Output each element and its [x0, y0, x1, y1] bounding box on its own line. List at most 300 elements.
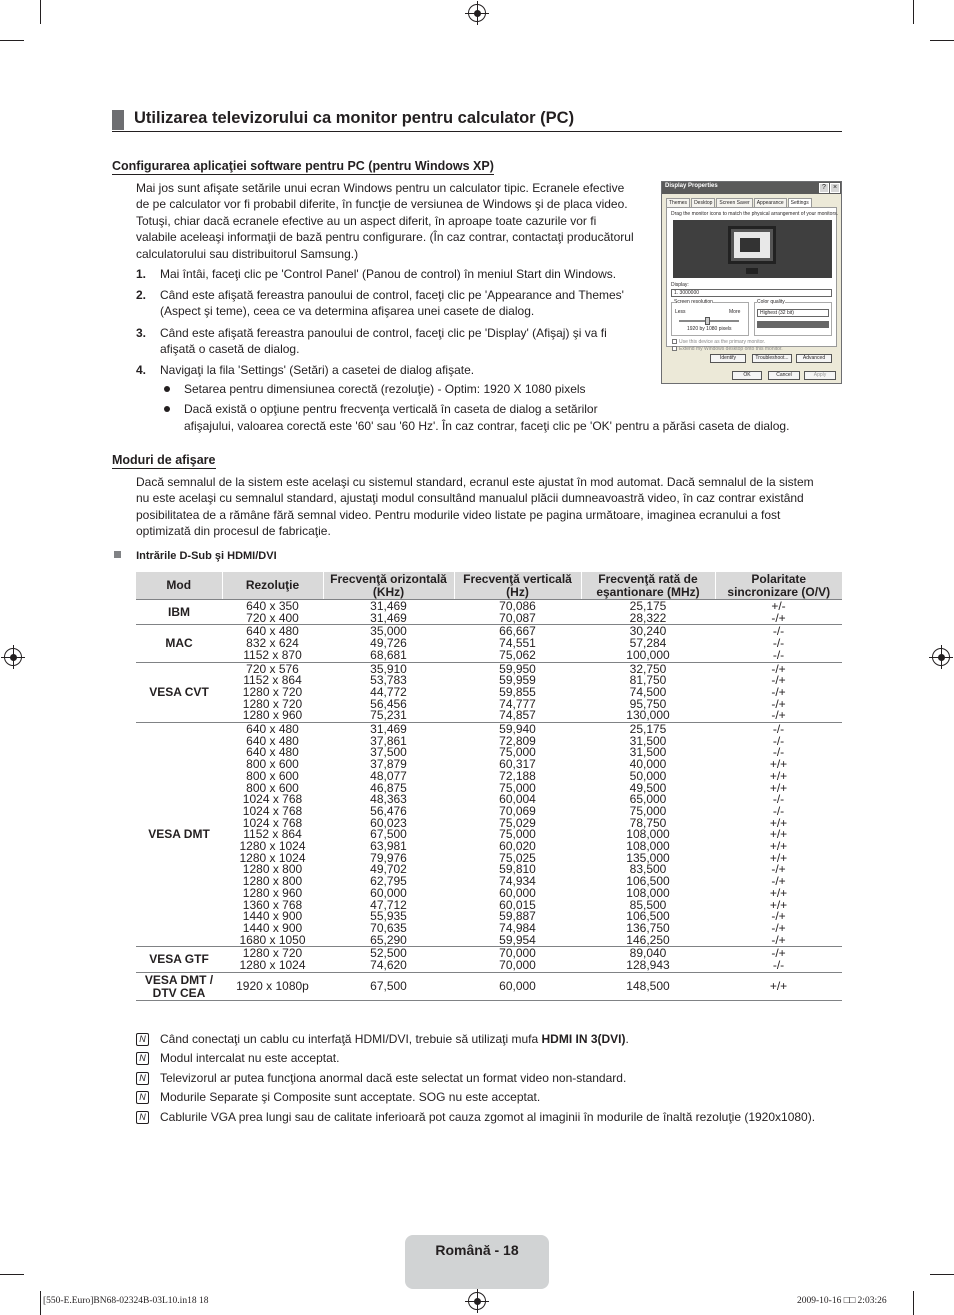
cell-value: 59,954 [499, 932, 536, 947]
col-vertical-freq [454, 723, 581, 947]
col-horizontal-freq: Frecvenţă orizontală (KHz) [323, 572, 454, 600]
cell-value: 74,777 [499, 696, 536, 711]
col-vertical-freq [454, 600, 581, 625]
mode-name: VESA DMT [136, 723, 222, 947]
col-sampling-rate [581, 723, 715, 947]
col-horizontal-freq [323, 972, 454, 1000]
cell-value: 35,000 [370, 624, 407, 639]
cell-value: 100,000 [626, 647, 670, 662]
cell-value: 800 x 600 [246, 757, 299, 772]
cell-value: 1920 x 1080p [236, 979, 309, 994]
cell-value: 1280 x 800 [242, 874, 303, 889]
step-line: Când este afişată fereastra panoului de control, faceţi clic pe 'Appearance and Themes' [160, 288, 624, 302]
cell-value: 37,500 [370, 745, 407, 760]
crop-mark [40, 1291, 41, 1315]
tab-desktop[interactable]: Desktop [691, 198, 715, 207]
cell-value: 75,000 [499, 827, 536, 842]
resolution-value: 1920 by 1080 pixels [687, 326, 732, 332]
cell-value: 1152 x 864 [243, 827, 302, 842]
tab-screen-saver[interactable]: Screen Saver [716, 198, 752, 207]
table-row [136, 662, 842, 723]
registration-mark-icon [468, 1292, 486, 1310]
col-resolution [222, 662, 323, 723]
cell-value: 67,500 [370, 827, 407, 842]
intro-line: nu este acelaşi cu semnalul standard, ajustaţi modul consultând manualul plăcii dumneavoastră video, în caz contrar existând [136, 491, 804, 506]
tab-settings[interactable]: Settings [788, 198, 812, 207]
cell-value: +/+ [769, 850, 788, 865]
col-sync-polarity [715, 972, 842, 1000]
col-sync-polarity [715, 723, 842, 947]
tab-themes[interactable]: Themes [666, 198, 690, 207]
cell-value: -/- [772, 624, 785, 639]
advanced-button[interactable]: Advanced [796, 354, 832, 363]
cell-value: 832 x 624 [246, 636, 299, 651]
monitor-arrangement[interactable] [673, 220, 832, 278]
page-number: Română - 18 [435, 1242, 519, 1258]
col-vertical-freq [454, 625, 581, 662]
cell-value: 70,000 [499, 946, 536, 961]
note-text-main: Modul intercalat nu este acceptat. [160, 1051, 340, 1065]
mode-name: VESA DMT / DTV CEA [136, 972, 222, 1000]
cell-value: 75,062 [499, 647, 536, 662]
cancel-button[interactable]: Cancel [768, 371, 800, 380]
intro-line: de pe calculator vor fi probabil diferite, în funcţie de versiunea de Windows şi de placa video. [136, 197, 628, 212]
crop-mark [0, 40, 24, 41]
tab-appearance[interactable]: Appearance [754, 198, 787, 207]
mode-name: IBM [136, 600, 222, 625]
page-title: Utilizarea televizorului ca monitor pentru calculator (PC) [134, 109, 575, 127]
col-mod: Mod [136, 572, 222, 600]
cell-value: +/+ [769, 768, 788, 783]
cell-value: 130,000 [626, 708, 670, 723]
col-vertical-freq: Frecvenţă verticală (Hz) [454, 572, 581, 600]
cell-value: 108,000 [626, 839, 670, 854]
cell-value: 59,855 [499, 684, 536, 699]
cell-value: 1280 x 1024 [239, 839, 306, 854]
bullet-text: Setarea pentru dimensiunea corectă (rezoluţie) - Optim: 1920 X 1080 pixels [184, 382, 586, 396]
step-4 [136, 362, 656, 379]
step-number: 3. [136, 326, 147, 340]
intro-line: posibilitatea de a rămâne fără semnal video. Pentru modurile video listate pe pagina următoare, imaginea ecranului a fost [136, 507, 781, 522]
intro-line: optimizată din procesul de fabricaţie. [136, 524, 331, 539]
bullet-text: Dacă există o opţiune pentru frecvenţa verticală în caseta de dialog a setărilor [184, 402, 598, 416]
cell-value: -/+ [771, 696, 786, 711]
cell-value: +/+ [769, 815, 788, 830]
cell-value: 85,500 [629, 897, 667, 912]
cell-value: 95,750 [629, 696, 667, 711]
cell-value: -/+ [771, 610, 786, 625]
cell-value: 75,231 [370, 708, 407, 723]
modes-intro [136, 474, 814, 540]
window-icon [740, 238, 760, 252]
note-text-main: Modurile Separate şi Composite sunt acceptate. SOG nu este acceptat. [160, 1090, 541, 1104]
step-1 [136, 266, 656, 283]
identify-button[interactable]: Identify [710, 354, 746, 363]
cell-value: 55,935 [370, 909, 407, 924]
cell-value: 62,795 [370, 874, 407, 889]
bullet-resolution [164, 381, 664, 398]
cell-value: -/+ [771, 874, 786, 889]
cell-value: 31,469 [370, 722, 407, 737]
intro-line: calculatorului sau distribuitorul Samsung.) [136, 246, 359, 261]
dialog-titlebar [662, 182, 841, 194]
cell-value: 640 x 350 [246, 599, 299, 613]
cell-value: -/- [772, 647, 785, 662]
mode-name: VESA CVT [136, 662, 222, 723]
col-sync-polarity [715, 662, 842, 723]
table-row [136, 947, 842, 972]
cell-value: 135,000 [626, 850, 670, 865]
cell-value: 1152 x 864 [243, 673, 302, 688]
cell-value: -/+ [771, 673, 786, 688]
cell-value: 60,317 [499, 757, 536, 772]
step-text [160, 362, 474, 378]
note-text [160, 1032, 629, 1047]
cell-value: 56,456 [370, 696, 407, 711]
cell-value: 40,000 [629, 757, 667, 772]
monitor-screen [734, 232, 770, 258]
color-bar [757, 321, 829, 328]
step-text [160, 287, 624, 320]
troubleshoot-button[interactable]: Troubleshoot... [752, 354, 792, 363]
cell-value: 78,750 [629, 815, 667, 830]
col-sync-polarity: Polaritate sincronizare (O/V) [715, 572, 842, 600]
cell-value: 1280 x 1024 [239, 958, 306, 973]
cell-value: 1280 x 800 [242, 862, 303, 877]
cell-value: 1280 x 960 [242, 885, 303, 900]
cell-value: -/- [772, 803, 785, 818]
cell-value: 49,702 [370, 862, 407, 877]
col-sampling-rate [581, 600, 715, 625]
cell-value: 46,875 [370, 780, 407, 795]
cell-value: +/+ [769, 839, 788, 854]
cell-value: 1280 x 1024 [239, 850, 306, 865]
step-2 [136, 287, 656, 321]
cell-value: 70,069 [499, 803, 536, 818]
cell-value: -/+ [771, 920, 786, 935]
note-text [160, 1051, 339, 1066]
cell-value: 1280 x 960 [242, 708, 303, 723]
cell-value: 60,004 [499, 792, 536, 807]
cell-value: 1360 x 768 [242, 897, 303, 912]
cell-value: -/- [772, 958, 785, 973]
step-text [160, 266, 616, 282]
cell-value: 640 x 480 [246, 624, 299, 639]
cell-value: 83,500 [629, 862, 667, 877]
primary-monitor-checkbox[interactable] [672, 339, 677, 344]
cell-value: 60,015 [499, 897, 536, 912]
close-icon[interactable]: × [830, 183, 840, 193]
cell-value: 59,810 [499, 862, 536, 877]
step-line: afişată o casetă de dialog. [160, 342, 300, 357]
note-text [160, 1090, 540, 1105]
cell-value: 106,500 [626, 874, 670, 889]
display-label: Display: [671, 282, 689, 288]
crop-mark [40, 0, 41, 24]
cell-value: -/+ [771, 946, 786, 961]
crop-mark [913, 0, 914, 24]
cell-value: -/- [772, 745, 785, 760]
cell-value: 128,943 [626, 958, 670, 973]
cell-value: 53,783 [370, 673, 407, 688]
cell-value: 70,000 [499, 958, 536, 973]
cell-value: 1152 x 870 [243, 647, 302, 662]
step-number: 4. [136, 363, 147, 377]
cell-value: -/+ [771, 661, 786, 676]
more-label: More [729, 309, 741, 315]
cell-value: 60,000 [499, 979, 536, 994]
cell-value: 49,726 [370, 636, 407, 651]
monitor-icon[interactable] [728, 226, 776, 264]
cell-value: 32,750 [629, 661, 667, 676]
cell-value: +/+ [769, 780, 788, 795]
crop-mark [913, 1291, 914, 1315]
cell-value: -/+ [771, 684, 786, 699]
cell-value: 89,040 [629, 946, 667, 961]
apply-button[interactable]: Apply [804, 371, 836, 380]
cell-value: 52,500 [370, 946, 407, 961]
cell-value: 1280 x 720 [242, 684, 303, 699]
cell-value: 106,500 [626, 909, 670, 924]
settings-panel [666, 207, 839, 352]
display-modes-table [136, 572, 842, 1001]
step-line: Când este afişată fereastra panoului de control, faceţi clic pe 'Display' (Afişaj) şi va fi [160, 326, 607, 340]
col-horizontal-freq [323, 662, 454, 723]
cell-value: 74,984 [499, 920, 536, 935]
cell-value: 70,635 [370, 920, 407, 935]
cell-value: 72,809 [499, 733, 536, 748]
col-sampling-rate [581, 625, 715, 662]
cell-value: 75,000 [499, 745, 536, 760]
col-resolution [222, 723, 323, 947]
col-sampling-rate [581, 662, 715, 723]
cell-value: 68,681 [370, 647, 407, 662]
cell-value: 48,363 [370, 792, 407, 807]
note-icon: N [136, 1091, 149, 1104]
cell-value: 74,934 [499, 874, 536, 889]
cell-value: 74,551 [499, 636, 536, 651]
intro-line: Totuşi, chiar dacă ecranele efective au un aspect diferit, în aproape toate cazurile vor fi [136, 213, 597, 228]
cell-value: 75,000 [629, 803, 667, 818]
crop-mark [0, 1274, 24, 1275]
cell-value: -/- [772, 722, 785, 737]
registration-mark-icon [468, 4, 486, 22]
cell-value: 75,029 [499, 815, 536, 830]
table-row [136, 723, 842, 947]
dialog-tabs [666, 198, 813, 207]
color-label: Color quality [757, 299, 785, 305]
resolution-label: Screen resolution [674, 299, 713, 305]
intro-line: Dacă semnalul de la sistem este acelaşi cu sistemul standard, ecranul este ajustat în mod automat. Dacă semnalul de la sistem [136, 475, 814, 489]
cell-value: -/+ [771, 708, 786, 723]
cell-value: 65,000 [629, 792, 667, 807]
resolution-slider-handle[interactable] [705, 317, 710, 325]
col-vertical-freq [454, 662, 581, 723]
cell-value: 148,500 [626, 979, 670, 994]
cell-value: 640 x 480 [246, 745, 299, 760]
monitor-stand-icon [746, 268, 758, 274]
registration-mark-icon [4, 648, 22, 666]
mode-name: VESA GTF [136, 947, 222, 972]
config-heading: Configurarea aplicaţiei software pentru PC (pentru Windows XP) [112, 159, 494, 173]
cell-value: 25,175 [629, 599, 667, 613]
note-text-bold: HDMI IN 3(DVI) [541, 1032, 626, 1046]
cell-value: 136,750 [626, 920, 670, 935]
cell-value: 31,469 [370, 599, 407, 613]
intro-line: valabile aceleaşi informaţii de bază pentru configurare. (În caz contrar, contactaţi producătorul [136, 230, 634, 245]
col-horizontal-freq [323, 625, 454, 662]
col-resolution: Rezoluţie [222, 572, 323, 600]
cell-value: 720 x 576 [246, 661, 299, 676]
cell-value: +/+ [769, 979, 788, 994]
cell-value: -/+ [771, 862, 786, 877]
section-header [112, 108, 842, 132]
cell-value: 70,086 [499, 599, 536, 613]
col-sampling-rate [581, 947, 715, 972]
col-resolution [222, 600, 323, 625]
step-line: Mai întâi, faceţi clic pe 'Control Panel' (Panou de control) în meniul Start din Windows. [160, 267, 617, 281]
cell-value: 108,000 [626, 827, 670, 842]
less-label: Less [675, 309, 686, 315]
cell-value: -/- [772, 792, 785, 807]
table-header-row [136, 572, 842, 600]
list-label-row [114, 550, 277, 562]
display-properties-dialog [661, 181, 842, 384]
bullet-icon [164, 406, 170, 412]
primary-monitor-label: Use this device as the primary monitor. [679, 339, 766, 345]
cell-value: 60,020 [499, 839, 536, 854]
intro-line: Mai jos sunt afişate setările unui ecran Windows pentru un calculator tipic. Ecranele efective [136, 181, 625, 195]
cell-value: 65,290 [370, 932, 407, 947]
list-label: Intrările D-Sub şi HDMI/DVI [136, 550, 277, 562]
col-sampling-rate: Frecvenţă rată de eşantionare (MHz) [581, 572, 715, 600]
cell-value: -/+ [771, 932, 786, 947]
modes-heading: Moduri de afişare [112, 453, 216, 467]
color-select[interactable]: Highest (32 bit) [757, 309, 829, 317]
step-3 [136, 325, 656, 359]
cell-value: 50,000 [629, 768, 667, 783]
cell-value: 37,861 [370, 733, 407, 748]
note-icon: N [136, 1111, 149, 1124]
cell-value: 67,500 [370, 979, 407, 994]
cell-value: 60,023 [370, 815, 407, 830]
note-text [160, 1071, 626, 1086]
col-sampling-rate [581, 972, 715, 1000]
table-row [136, 625, 842, 662]
note-text-main: Când conectaţi un cablu cu interfaţă HDMI/DVI, trebuie să utilizaţi mufa [160, 1032, 542, 1046]
cell-value: 60,000 [499, 885, 536, 900]
col-resolution [222, 947, 323, 972]
bullet-text: afişajului, valoarea corectă este '60' sau '60 Hz'. În caz contrar, faceţi clic pe 'OK' pentru a părăsi caseta de dialog. [184, 419, 790, 433]
extend-desktop-label: Extend my Windows desktop onto this monitor. [679, 346, 783, 352]
cell-value: 31,469 [370, 610, 407, 625]
col-sync-polarity [715, 625, 842, 662]
cell-value: 31,500 [629, 745, 667, 760]
cell-value: 75,025 [499, 850, 536, 865]
cell-value: 37,879 [370, 757, 407, 772]
col-horizontal-freq [323, 600, 454, 625]
cell-value: 25,175 [629, 722, 667, 737]
note-text [160, 1110, 815, 1125]
cell-value: 1280 x 720 [242, 696, 303, 711]
cell-value: 35,910 [370, 661, 407, 676]
page-number-tab [405, 1235, 549, 1289]
step-text [160, 325, 607, 358]
extend-desktop-checkbox[interactable] [672, 346, 677, 351]
cell-value: 720 x 400 [246, 610, 299, 625]
cell-value: 81,750 [629, 673, 667, 688]
table-row [136, 972, 842, 1000]
cell-value: 1440 x 900 [242, 920, 303, 935]
note-icon: N [136, 1072, 149, 1085]
col-vertical-freq [454, 972, 581, 1000]
col-sync-polarity [715, 947, 842, 972]
cell-value: 57,284 [629, 636, 667, 651]
col-vertical-freq [454, 947, 581, 972]
cell-value: 1024 x 768 [242, 803, 303, 818]
bullet-icon [164, 386, 170, 392]
cell-value: 49,500 [629, 780, 667, 795]
cell-value: 30,240 [629, 624, 667, 639]
step-line: (Aspect şi teme), ceea ce va determina afişarea unei casete de dialog. [160, 304, 535, 319]
cell-value: 1024 x 768 [242, 815, 303, 830]
col-resolution [222, 972, 323, 1000]
table-row [136, 600, 842, 625]
cell-value: 640 x 480 [246, 722, 299, 737]
note-text-main: Cablurile VGA prea lungi sau de calitate inferioară pot cauza zgomot al imaginii în modurile de înaltă rezoluţie (1920x1080). [160, 1110, 816, 1124]
imprint-left: [550-E.Euro]BN68-02324B-03L10.in18 18 [43, 1296, 209, 1306]
cell-value: 74,857 [499, 708, 536, 723]
cell-value: 108,000 [626, 885, 670, 900]
cell-value: 59,940 [499, 722, 536, 737]
col-sync-polarity [715, 600, 842, 625]
cell-value: 59,950 [499, 661, 536, 676]
cell-value: 74,500 [629, 684, 667, 699]
cell-value: 59,887 [499, 909, 536, 924]
col-horizontal-freq [323, 947, 454, 972]
cell-value: 56,476 [370, 803, 407, 818]
color-group [754, 302, 832, 336]
bullet-frequency [164, 401, 824, 435]
dialog-hint: Drag the monitor icons to match the physical arrangement of your monitors. [671, 211, 839, 217]
help-icon[interactable]: ? [819, 183, 829, 193]
cell-value: -/- [772, 733, 785, 748]
display-select[interactable]: 1. 3000000 [671, 289, 832, 297]
cell-value: 28,322 [629, 610, 667, 625]
col-resolution [222, 625, 323, 662]
note-text-tail: . [625, 1032, 629, 1046]
table-body [136, 600, 842, 1001]
ok-button[interactable]: OK [732, 371, 762, 380]
section-bar-icon [112, 110, 124, 130]
step-line: Navigaţi la fila 'Settings' (Setări) a casetei de dialog afişate. [160, 363, 475, 377]
cell-value: 640 x 480 [246, 733, 299, 748]
note-icon: N [136, 1052, 149, 1065]
cell-value: -/- [772, 636, 785, 651]
cell-value: 59,959 [499, 673, 536, 688]
square-bullet-icon [114, 551, 121, 558]
cell-value: -/+ [771, 909, 786, 924]
cell-value: +/+ [769, 885, 788, 900]
crop-mark [930, 40, 954, 41]
cell-value: 31,500 [629, 733, 667, 748]
cell-value: 1024 x 768 [242, 792, 303, 807]
cell-value: 79,976 [370, 850, 407, 865]
cell-value: 800 x 600 [246, 780, 299, 795]
cell-value: 800 x 600 [246, 768, 299, 783]
note-icon: N [136, 1033, 149, 1046]
col-horizontal-freq [323, 723, 454, 947]
